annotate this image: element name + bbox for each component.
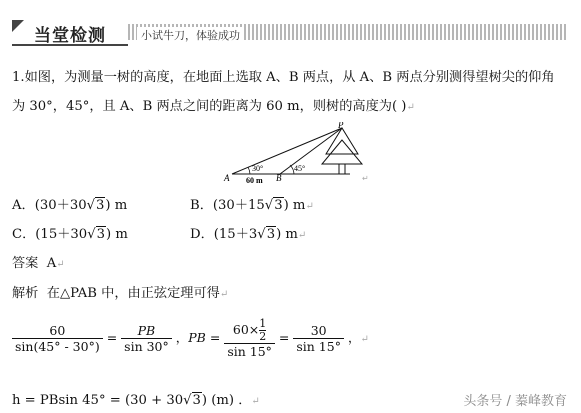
return-mark-icon: ↵	[360, 334, 369, 345]
final-pre: h = PBsin 45° = (30 + 30	[12, 393, 184, 408]
fraction-3	[224, 318, 275, 359]
answer-value: A	[46, 256, 57, 271]
section-subtitle: 小试牛刀，体验成功	[137, 27, 244, 43]
fraction-3-num-pre: 60×	[232, 322, 260, 337]
distance-label: 60 m	[246, 176, 263, 185]
label-a: A	[224, 173, 230, 183]
half-den: 2	[259, 330, 267, 343]
fraction-4-num: 30	[293, 323, 344, 339]
option-a-pre: (30＋30	[34, 198, 87, 213]
option-d-label: D．	[190, 227, 214, 242]
fraction-4-den: sin 15°	[296, 339, 341, 354]
fraction-2	[121, 323, 172, 354]
fraction-4	[293, 323, 344, 354]
question-line-2	[12, 95, 415, 114]
pb-variable: PB	[188, 330, 206, 345]
half-fraction	[259, 318, 266, 343]
answer-label: 答案	[12, 256, 39, 271]
fraction-2-den: sin 30°	[124, 339, 169, 354]
tree-crown-top	[326, 128, 358, 154]
section-header	[0, 0, 581, 48]
question-text-2: 为 30°，45°，且 A、B 两点之间的距离为 60 m，则树的高度为( )	[12, 99, 407, 114]
option-d-pre: (15＋3	[213, 227, 258, 242]
return-mark-icon: ↵	[406, 102, 415, 113]
return-mark-icon: ↵	[305, 201, 314, 212]
watermark: 头条号 / 蓁峰教育	[463, 394, 567, 409]
header-wedge-icon	[12, 20, 24, 32]
fraction-1-den: sin(45° - 30°)	[15, 339, 100, 354]
option-c-label: C．	[12, 227, 36, 242]
option-b-label: B．	[190, 198, 213, 213]
option-c-post: ) m	[105, 227, 128, 242]
question-line-1	[12, 66, 555, 85]
option-c: C．(15＋30√3) m	[12, 227, 128, 242]
return-mark-icon: ↵	[251, 396, 260, 407]
option-a-radicand: 3	[96, 198, 105, 213]
option-d: D．(15＋3√3) m↵	[190, 227, 307, 242]
comma: ，	[175, 330, 189, 345]
sine-rule-equation	[12, 318, 369, 359]
option-a-label: A．	[12, 198, 35, 213]
analysis-label: 解析	[12, 286, 39, 301]
fraction-1-num: 60	[12, 323, 103, 339]
return-mark-icon: ↵	[56, 259, 65, 270]
section-title: 当堂检测	[34, 26, 106, 46]
option-b-post: ) m	[283, 198, 306, 213]
tree-figure	[222, 122, 372, 188]
option-c-radicand: 3	[96, 227, 105, 242]
fraction-3-num	[224, 318, 275, 344]
option-a: A．(30＋30√3) m	[12, 198, 128, 213]
equals-sign: =	[209, 330, 221, 345]
angle-arc-a	[248, 167, 250, 174]
final-radicand: 3	[192, 393, 201, 408]
option-c-pre: (15＋30	[35, 227, 88, 242]
comma: ，	[347, 330, 361, 345]
option-b-pre: (30＋15	[212, 198, 265, 213]
fraction-3-den: sin 15°	[227, 344, 272, 359]
question-text-1: 1.如图，为测量一树的高度，在地面上选取 A、B 两点，从 A、B 两点分别测得望树尖的仰角	[12, 70, 555, 85]
option-d-post: ) m	[276, 227, 298, 242]
figure-return-mark-icon: ↵	[362, 174, 369, 183]
option-a-post: ) m	[105, 198, 128, 213]
equals-sign: =	[278, 330, 290, 345]
fraction-2-num: PB	[121, 323, 172, 339]
final-equation: h = PBsin 45° = (30 + 30√3) (m) ．↵	[12, 393, 260, 408]
angle-label-a: 30°	[252, 164, 264, 173]
half-num: 1	[259, 317, 267, 330]
return-mark-icon: ↵	[297, 230, 307, 241]
header-tab	[12, 20, 128, 46]
option-b-radicand: 3	[274, 198, 283, 213]
fraction-1	[12, 323, 103, 354]
angle-label-b: 45°	[294, 164, 306, 173]
option-d-radicand: 3	[266, 227, 276, 242]
analysis-line	[12, 282, 228, 301]
return-mark-icon: ↵	[219, 289, 229, 300]
label-b: B	[276, 173, 282, 183]
option-b: B．(30＋15√3) m↵	[190, 198, 314, 213]
final-post: ) (m) ．	[201, 393, 252, 408]
analysis-text: 在△PAB 中，由正弦定理可得	[46, 286, 220, 301]
tree-crown-bottom	[322, 140, 362, 164]
tree-trunk	[339, 164, 345, 174]
equals-sign: =	[106, 330, 118, 345]
answer-line	[12, 252, 65, 271]
label-p: P	[338, 122, 344, 130]
